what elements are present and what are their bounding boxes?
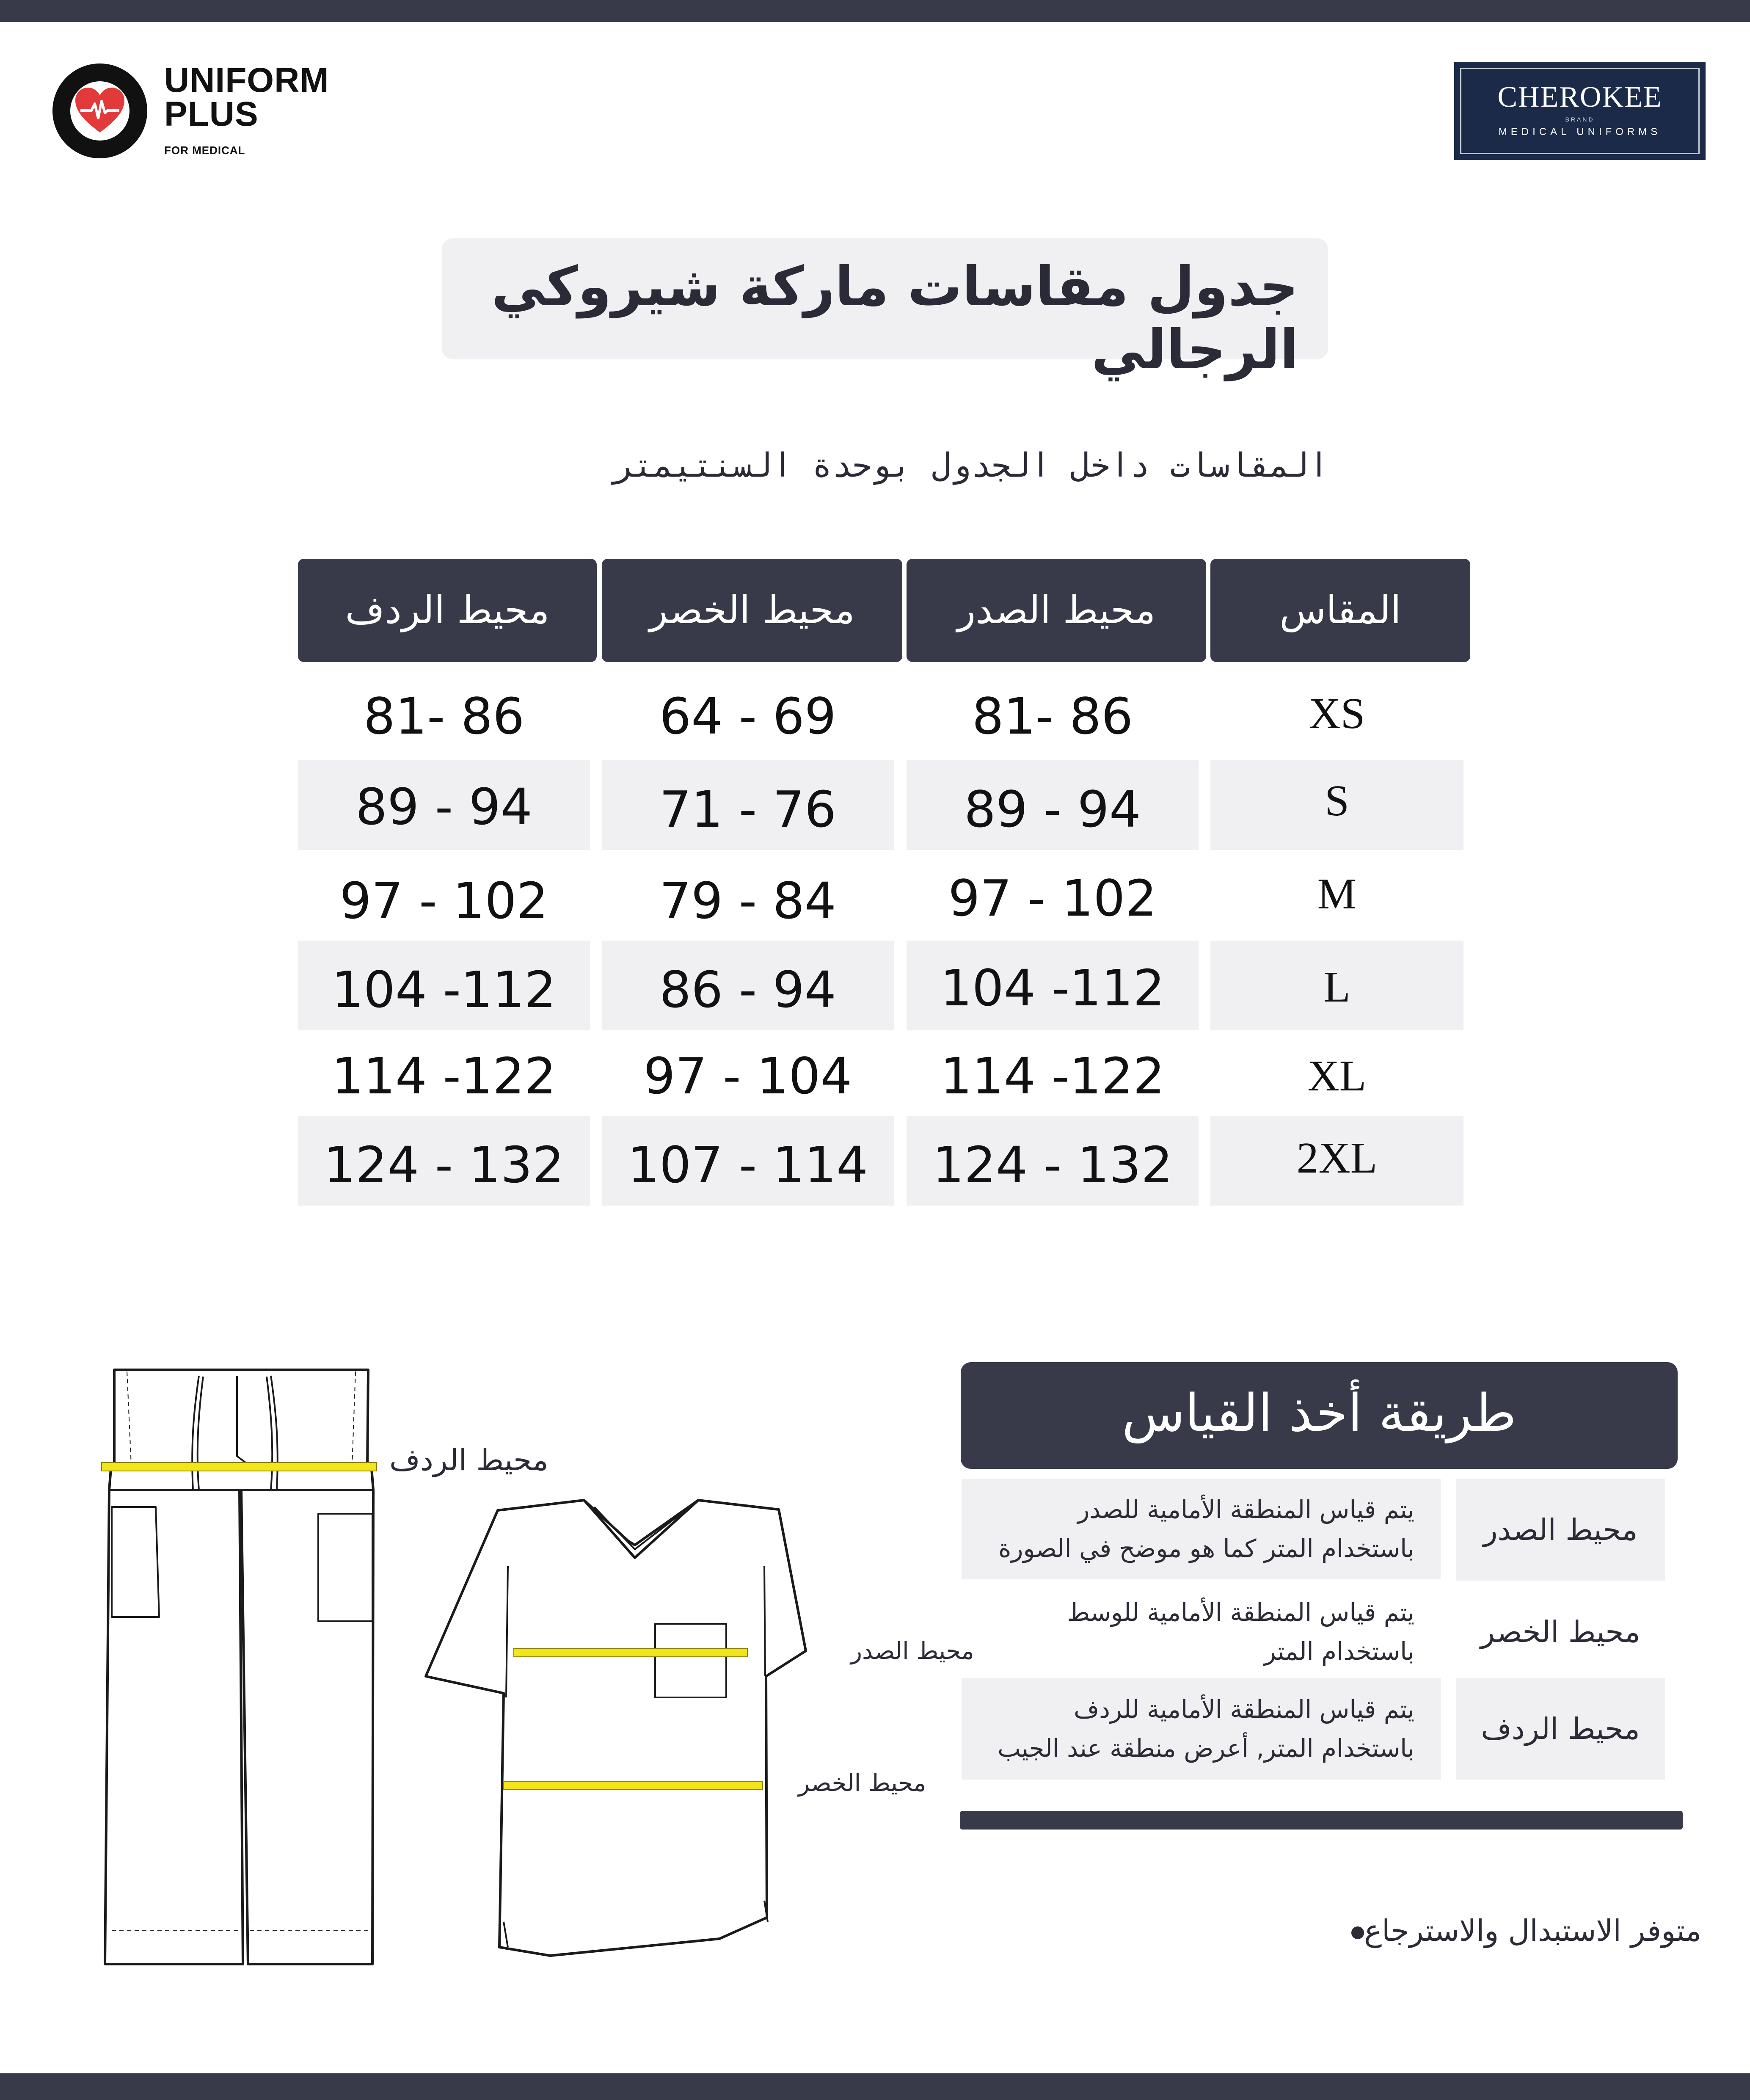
method-title: طريقة أخذ القياس: [961, 1362, 1678, 1469]
method-hip-desc: يتم قياس المنطقة الأمامية للردف باستخدام المتر, أعرض منطقة عند الجيب: [962, 1678, 1441, 1780]
cell-chest: 97 - 102: [948, 869, 1157, 927]
header-hip: محيط الردف: [298, 559, 597, 662]
header-chest: محيط الصدر: [907, 559, 1206, 662]
pants-hip-label: محيط الردف: [389, 1443, 548, 1477]
bottom-bar: [0, 2073, 1750, 2100]
cell-size: XL: [1307, 1051, 1367, 1100]
cell-waist: 97 - 104: [643, 1047, 852, 1105]
cherokee-subtitle: MEDICAL UNIFORMS: [1498, 126, 1662, 138]
pants-hip-tape: [102, 1463, 377, 1471]
cell-chest: 114 -122: [940, 1047, 1165, 1105]
method-footer-bar: [960, 1811, 1683, 1830]
pants-drawing: [105, 1370, 373, 1964]
cell-size: S: [1325, 776, 1349, 825]
shirt-waist-tape: [504, 1781, 763, 1790]
shirt-chest-label: محيط الصدر: [851, 1637, 974, 1665]
shirt-chest-tape: [514, 1648, 747, 1657]
method-hip-name: محيط الردف: [1456, 1678, 1665, 1780]
bullet-icon: [1351, 1926, 1364, 1939]
units-subtitle: المقاسات داخل الجدول بوحدة السنتيمتر: [613, 447, 1329, 485]
cell-chest: 81- 86: [972, 687, 1133, 745]
cell-waist: 107 - 114: [627, 1136, 868, 1194]
shirt-waist-label: محيط الخصر: [798, 1769, 926, 1797]
cherokee-name: CHEROKEE: [1497, 81, 1662, 113]
method-chest-desc: يتم قياس المنطقة الأمامية للصدر باستخدام المتر كما هو موضح في الصورة: [962, 1479, 1441, 1579]
cherokee-logo: [1454, 62, 1706, 160]
cell-size: M: [1317, 869, 1357, 918]
exchange-return-note: متوفر الاستبدال والاسترجاع: [1143, 1913, 1701, 1948]
cell-hip: 114 -122: [331, 1047, 557, 1105]
cell-waist: 79 - 84: [659, 872, 836, 930]
shirt-drawing: [426, 1500, 806, 1956]
cell-size: 2XL: [1296, 1134, 1378, 1182]
cell-size: XS: [1309, 689, 1365, 738]
method-waist-name: محيط الخصر: [1456, 1583, 1665, 1681]
header-size: المقاس: [1210, 559, 1470, 662]
cell-chest: 124 - 132: [932, 1136, 1173, 1194]
cell-hip: 104 -112: [331, 960, 557, 1019]
cell-hip: 81- 86: [363, 687, 525, 745]
header-waist: محيط الخصر: [602, 559, 902, 662]
cell-chest: 104 -112: [940, 959, 1165, 1017]
uniform-plus-name: UNIFORM PLUS: [164, 61, 329, 133]
cell-waist: 86 - 94: [659, 960, 836, 1019]
uniform-plus-tagline: FOR MEDICAL: [164, 144, 245, 157]
method-chest-name: محيط الصدر: [1456, 1479, 1665, 1581]
page-title: جدول مقاسات ماركة شيروكي الرجالي: [491, 255, 1298, 381]
cell-size: L: [1323, 963, 1350, 1011]
cell-hip: 97 - 102: [339, 872, 548, 930]
method-waist-desc: يتم قياس المنطقة الأمامية للوسط باستخدام المتر: [1067, 1598, 1414, 1666]
cell-waist: 71 - 76: [659, 780, 836, 839]
cell-hip: 89 - 94: [356, 778, 532, 836]
cell-chest: 89 - 94: [964, 780, 1141, 839]
cell-hip: 124 - 132: [323, 1136, 565, 1194]
cherokee-brand-word: BRAND: [1565, 116, 1595, 123]
cell-waist: 64 - 69: [659, 687, 836, 745]
